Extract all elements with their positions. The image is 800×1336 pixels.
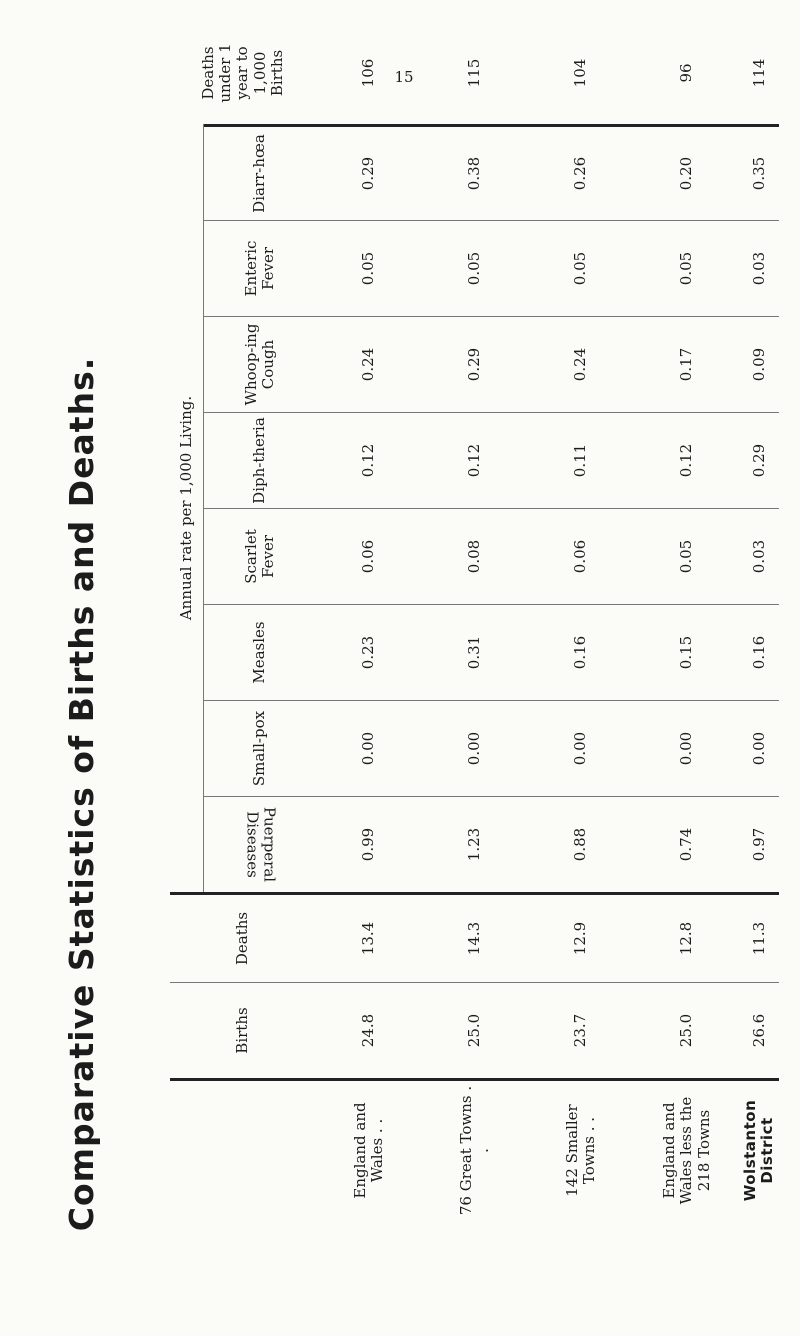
cell-diphtheria: 0.11: [528, 412, 634, 508]
cell-diarrhoea: 0.35: [740, 124, 779, 220]
cell-diphtheria: 0.12: [316, 412, 422, 508]
row-label: Wolstanton District: [740, 1078, 779, 1228]
cell-scarlet: 0.06: [316, 508, 422, 604]
cell-measles: 0.16: [740, 604, 779, 700]
cell-deaths: 12.8: [634, 892, 740, 982]
cell-births: 23.7: [528, 982, 634, 1078]
cell-diphtheria: 0.12: [422, 412, 528, 508]
cell-whooping: 0.24: [528, 316, 634, 412]
cell-infant: 114: [749, 58, 768, 88]
cell-smallpox: 0.00: [740, 700, 779, 796]
cell-puerperal: 1.23: [422, 796, 528, 892]
row-label: England and Wales . .: [316, 1078, 422, 1228]
cell-scarlet: 0.03: [740, 508, 779, 604]
cell-measles: 0.23: [316, 604, 422, 700]
cell-enteric: 0.03: [740, 220, 779, 316]
cell-scarlet: 0.06: [528, 508, 634, 604]
cell-diarrhoea: 0.38: [422, 124, 528, 220]
cell-births: 24.8: [316, 982, 422, 1078]
page-number: 15: [394, 68, 414, 86]
cell-smallpox: 0.00: [634, 700, 740, 796]
header-puerperal-text: Puerperal Diseases: [243, 806, 279, 883]
cell-diphtheria: 0.29: [740, 412, 779, 508]
cell-whooping: 0.17: [634, 316, 740, 412]
page-title: Comparative Statistics of Births and Deaths.: [62, 356, 101, 1232]
cell-smallpox: 0.00: [422, 700, 528, 796]
cell-whooping: 0.09: [740, 316, 779, 412]
cell-measles: 0.16: [528, 604, 634, 700]
cell-infant: 96: [677, 63, 696, 83]
cell-scarlet: 0.05: [634, 508, 740, 604]
header-enteric: Enteric Fever: [204, 220, 316, 316]
cell-infant: 104: [571, 58, 590, 88]
cell-births: 25.0: [422, 982, 528, 1078]
cell-whooping: 0.29: [422, 316, 528, 412]
cell-measles: 0.31: [422, 604, 528, 700]
statistics-table: [170, 43, 777, 1228]
cell-deaths: 11.3: [740, 892, 779, 982]
cell-enteric: 0.05: [634, 220, 740, 316]
corner-cell: [170, 1078, 316, 1228]
cell-infant: 106: [359, 58, 378, 88]
header-whooping: Whoop-ing Cough: [204, 316, 316, 412]
cell-measles: 0.15: [634, 604, 740, 700]
row-label: 76 Great Towns . .: [422, 1078, 528, 1228]
cell-puerperal: 0.74: [634, 796, 740, 892]
cell-whooping: 0.24: [316, 316, 422, 412]
header-measles: Measles: [204, 604, 316, 700]
cell-diarrhoea: 0.20: [634, 124, 740, 220]
header-scarlet: Scarlet Fever: [204, 508, 316, 604]
cell-scarlet: 0.08: [422, 508, 528, 604]
cell-deaths: 12.9: [528, 892, 634, 982]
cell-smallpox: 0.00: [528, 700, 634, 796]
cell-puerperal: 0.97: [740, 796, 779, 892]
cell-infant: 115: [465, 58, 484, 88]
header-puerperal: [204, 796, 316, 892]
cell-births: 25.0: [634, 982, 740, 1078]
header-infant-mortality: Deaths under 1 year to 1,000 Births: [198, 43, 286, 103]
header-births: Births: [170, 982, 316, 1078]
cell-deaths: 13.4: [316, 892, 422, 982]
cell-smallpox: 0.00: [316, 700, 422, 796]
cell-diphtheria: 0.12: [634, 412, 740, 508]
row-label: 142 Smaller Towns . .: [528, 1078, 634, 1228]
cell-deaths: 14.3: [422, 892, 528, 982]
header-diarrhoea: Diarr-hœa: [204, 124, 316, 220]
header-deaths: Deaths: [170, 892, 316, 982]
cell-diarrhoea: 0.29: [316, 124, 422, 220]
cell-births: 26.6: [740, 982, 779, 1078]
cell-puerperal: 0.88: [528, 796, 634, 892]
cell-diarrhoea: 0.26: [528, 124, 634, 220]
header-diphtheria: Diph-theria: [204, 412, 316, 508]
header-smallpox: Small-pox: [204, 700, 316, 796]
cell-puerperal: 0.99: [316, 796, 422, 892]
group-header-rate: Annual rate per 1,000 Living.: [170, 124, 204, 892]
cell-enteric: 0.05: [316, 220, 422, 316]
cell-enteric: 0.05: [528, 220, 634, 316]
row-label: England and Wales less the 218 Towns: [634, 1078, 740, 1228]
cell-enteric: 0.05: [422, 220, 528, 316]
